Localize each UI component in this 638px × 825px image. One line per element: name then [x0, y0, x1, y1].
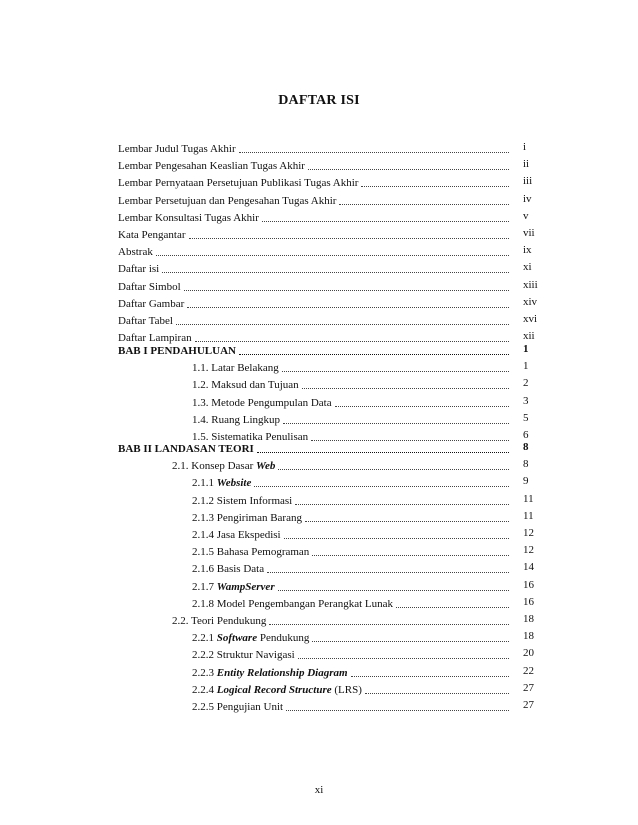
dot-leader [156, 255, 509, 256]
toc-entry-text: 2.1.3 Pengiriman Barang [192, 511, 302, 524]
toc-entry-page-number: 14 [523, 561, 534, 574]
toc-entry-label [192, 701, 283, 714]
dot-leader [189, 238, 510, 239]
toc-entry-page-number: xiv [523, 295, 538, 308]
dot-leader [396, 607, 509, 608]
toc-entry-page-number: 27 [523, 699, 534, 711]
toc-entry-text: 2.1.4 Jasa Ekspedisi [192, 529, 281, 541]
dot-leader [184, 290, 509, 291]
dot-leader [351, 676, 509, 677]
toc-entry-label [192, 529, 281, 542]
toc-entry [192, 375, 513, 392]
dot-leader [162, 272, 509, 273]
toc-entry-text: 1.5. Sistematika Penulisan [192, 431, 309, 443]
toc-entry-page-number: iii [523, 175, 533, 188]
dot-leader [302, 388, 509, 389]
toc-entry [192, 508, 513, 525]
toc-entry [192, 410, 513, 427]
toc-entry [192, 393, 513, 410]
toc-entry-page-number: 6 [523, 429, 529, 441]
toc-entry [192, 491, 513, 508]
toc-entry-page-number: 16 [523, 578, 534, 591]
toc-entry-label [118, 263, 159, 276]
toc-entry [192, 525, 513, 542]
toc-entry-page-number: 16 [523, 595, 534, 608]
toc-entry-text: 2.1.5 Bahasa Pemograman [192, 546, 310, 559]
toc-entry [118, 439, 513, 456]
toc-entry-text: 1.3. Metode Pengumpulan Data [192, 396, 332, 409]
toc-entry-page-number: 3 [523, 394, 529, 407]
toc-entry-page-number: 11 [523, 492, 534, 505]
toc-entry-label [118, 298, 184, 311]
toc-entry-text: Daftar isi [118, 263, 160, 276]
dot-leader [312, 555, 509, 556]
toc-entry-text: 2.2.2 Struktur Navigasi [192, 649, 295, 662]
toc-entry-label [172, 615, 266, 628]
toc-entry-text: 2.2.1 [192, 632, 217, 645]
toc-entry-text: 2.1.7 [192, 580, 217, 593]
toc-entry-text: Lembar Judul Tugas Akhir [118, 143, 236, 155]
dot-leader [339, 204, 509, 205]
toc-entry-label [118, 229, 186, 242]
toc-entry-emphasis: Logical Record Structure [216, 683, 332, 696]
toc-entry-text: 1.2. Maksud dan Tujuan [192, 379, 299, 392]
toc-entry [192, 473, 513, 490]
toc-entry-label [192, 379, 299, 392]
toc-entry-text: Daftar Tabel [118, 315, 173, 327]
toc-entry-text: Daftar Gambar [118, 297, 185, 310]
page-title: DAFTAR ISI [278, 93, 360, 108]
dot-leader [361, 186, 509, 187]
dot-leader [278, 469, 509, 470]
toc-entry [172, 456, 513, 473]
toc-entry-label [192, 477, 251, 490]
toc-entry-label [192, 632, 309, 645]
dot-leader [286, 710, 509, 711]
toc-entry-page-number: xii [523, 330, 535, 343]
toc-entry-text: 1.4. Ruang Lingkup [192, 413, 280, 426]
toc-entry [118, 225, 513, 242]
toc-entry [118, 294, 513, 311]
dot-leader [262, 221, 509, 222]
toc-entry-page-number: 8 [523, 441, 529, 453]
dot-leader [239, 152, 509, 153]
toc-entry [118, 311, 513, 328]
toc-entry [192, 542, 513, 559]
toc-entry [118, 208, 513, 225]
toc-entry [192, 577, 513, 594]
toc-entry-page-number: v [523, 209, 529, 222]
toc-entry-page-number: 11 [523, 509, 534, 522]
toc-entry-label [172, 460, 275, 473]
toc-entry-text: BAB I PENDAHULUAN [118, 345, 236, 357]
toc-entry-label [118, 315, 173, 328]
toc-entry [192, 663, 513, 680]
toc-entry [118, 242, 513, 259]
toc-entry [192, 645, 513, 662]
page-number-footer: xi [314, 784, 324, 796]
dot-leader [283, 423, 509, 424]
toc-entry-label [192, 598, 393, 611]
toc-entry-page-number: ix [523, 244, 532, 257]
toc-entry-page-number: 27 [523, 681, 534, 694]
toc-entry-page-number: xiii [523, 278, 538, 291]
toc-entry-label [192, 563, 264, 576]
toc-entry-text: Lembar Pengesahan Keaslian Tugas Akhir [118, 160, 305, 173]
toc-entry-page-number: 1 [523, 360, 529, 373]
toc-entry [192, 559, 513, 576]
toc-entry-label [192, 414, 280, 427]
dot-leader [295, 504, 509, 505]
toc-entry-page-number: 18 [523, 630, 534, 643]
toc-entry-page-number: xi [523, 261, 532, 274]
toc-entry-emphasis: Website [216, 477, 252, 490]
toc-entry-page-number: 5 [523, 411, 529, 424]
toc-entry-emphasis: Entity Relationship Diagram [216, 666, 348, 679]
toc-entry-text: 2.1. Konsep Dasar [172, 460, 257, 473]
toc-entry [172, 611, 513, 628]
toc-entry-text: 2.1.6 Basis Data [192, 563, 265, 576]
toc-entry [118, 341, 513, 358]
toc-entry-text: Lembar Konsultasi Tugas Akhir [118, 211, 259, 224]
toc-entry-label [192, 512, 302, 525]
toc-entry-label [118, 281, 181, 294]
toc-entry-text: Daftar Simbol [118, 280, 181, 293]
dot-leader [284, 538, 509, 539]
toc-entry [118, 191, 513, 208]
toc-entry [118, 259, 513, 276]
toc-entry-text: 2.2. Teori Pendukung [172, 615, 267, 627]
toc-entry-text: Lembar Persetujuan dan Pengesahan Tugas Akhir [118, 194, 337, 207]
dot-leader [269, 624, 509, 625]
dot-leader [278, 590, 509, 591]
toc-entry-page-number: 12 [523, 527, 534, 539]
toc-entry-emphasis: Web [256, 460, 276, 473]
toc-entry-label [192, 667, 348, 680]
toc-entry-page-number: 20 [523, 647, 534, 660]
toc-entry-page-number: 9 [523, 475, 529, 488]
toc-entry-text: 2.2.5 Pengujian Unit [192, 701, 284, 713]
toc-entry [118, 277, 513, 294]
toc-entry-emphasis: WampServer [216, 580, 275, 593]
dot-leader [187, 307, 509, 308]
toc-entry-emphasis: Software [216, 632, 258, 645]
dot-leader [257, 452, 509, 453]
toc-entry-page-number: ii [523, 158, 530, 171]
toc-entry-label [192, 684, 362, 697]
toc-entry-page-number: xvi [523, 313, 538, 325]
toc-entry-page-number: 12 [523, 544, 534, 557]
toc-entry-text: 1.1. Latar Belakang [192, 362, 279, 375]
toc-entry-page-number: 18 [523, 613, 534, 625]
toc-entry-label [118, 160, 305, 173]
toc-entry-text: BAB II LANDASAN TEORI [118, 443, 254, 455]
dot-leader [308, 169, 509, 170]
dot-leader [239, 354, 509, 355]
toc-entry-text: 2.2.4 [192, 683, 217, 696]
toc-entry-page-number: vii [523, 227, 535, 239]
toc-entry [192, 628, 513, 645]
toc-entry-label [118, 195, 336, 208]
dot-leader [305, 521, 509, 522]
toc-entry [192, 358, 513, 375]
toc-entry-text: 2.2.3 [192, 666, 217, 679]
toc-entry-page-number: 2 [523, 377, 529, 390]
toc-entry [192, 697, 513, 714]
toc-entry [192, 680, 513, 697]
dot-leader [298, 658, 509, 659]
toc-entry-page-number: 1 [523, 343, 529, 355]
toc-entry-label [192, 649, 295, 662]
dot-leader [365, 693, 509, 694]
toc-entry [118, 139, 513, 156]
dot-leader [254, 486, 509, 487]
toc-entry-page-number: iv [523, 192, 532, 205]
toc-entry-label [192, 581, 275, 594]
dot-leader [176, 324, 509, 325]
toc-entry-suffix: Pendukung [257, 632, 310, 645]
toc-entry-label [192, 397, 332, 410]
toc-entry-label [192, 546, 309, 559]
toc-entry-suffix: (LRS) [331, 683, 362, 696]
toc-entry [192, 594, 513, 611]
dot-leader [282, 371, 509, 372]
dot-leader [335, 406, 509, 407]
toc-entry-label [118, 212, 259, 225]
toc-entry-page-number: 22 [523, 664, 534, 677]
toc-entry-text: Daftar Lampiran [118, 332, 192, 345]
toc-entry-label [192, 495, 292, 508]
toc-entry [118, 156, 513, 173]
toc-entry-text: 2.1.1 [192, 477, 217, 490]
dot-leader [267, 572, 509, 573]
toc-entry [118, 173, 513, 190]
toc-entry-text: Abstrak [118, 246, 153, 259]
toc-entry-text: 2.1.2 Sistem Informasi [192, 494, 293, 507]
toc-entry-label [118, 345, 236, 358]
toc-entry-label [118, 443, 254, 456]
toc-entry-text: 2.1.8 Model Pengembangan Perangkat Lunak [192, 597, 394, 610]
toc-entry-text: Kata Pengantar [118, 229, 186, 241]
dot-leader [312, 641, 509, 642]
toc-entry-page-number: 8 [523, 458, 529, 471]
toc-entry-text: Lembar Pernyataan Persetujuan Publikasi Tugas Akhir [118, 177, 359, 190]
toc-entry-label [118, 177, 358, 190]
toc-entry-label [118, 143, 236, 156]
toc-entry-label [118, 246, 153, 259]
toc-entry-label [192, 362, 279, 375]
toc-entry-page-number: i [523, 141, 527, 153]
